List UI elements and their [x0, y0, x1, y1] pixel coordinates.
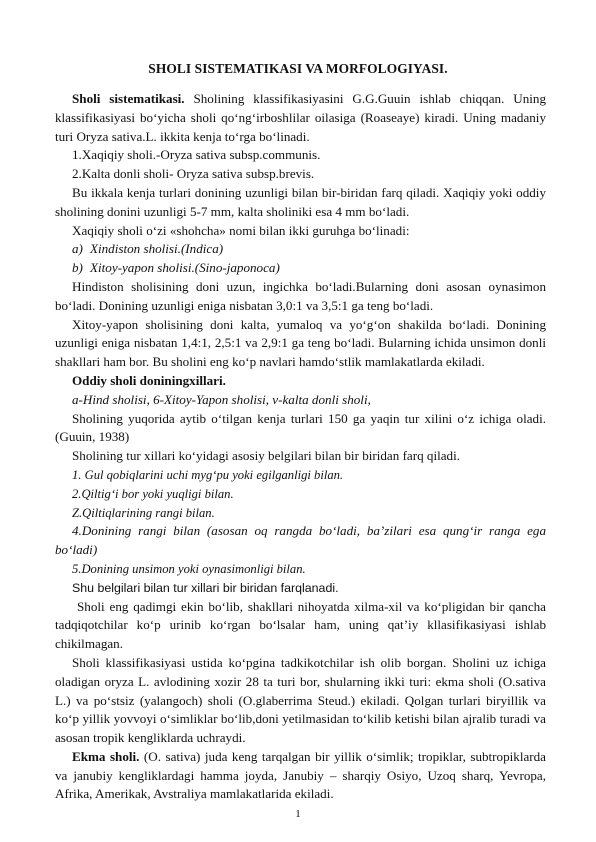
list-text: Xitoy-yapon sholisi.(Sino-japonoca) [90, 260, 280, 276]
section-lead: Ekma sholi. [72, 748, 140, 764]
paragraph-indian-rice: Hindiston sholisining doni uzun, ingichka bo‘ladi.Bularning doni asosan oynasimon bo‘ladi. Donining uzunligi eniga nisbatan 3,0:1 va 3,5:1 ga teng bo‘ladi. [55, 278, 546, 313]
section-lead: Sholi sistematikasi. [72, 91, 185, 106]
feature-item-3: Z.Qiltiqlarining rangi bilan. [72, 505, 215, 520]
paragraph-systematics [55, 90, 546, 146]
document-body [55, 90, 546, 804]
paragraph-text: (O. sativa) juda keng tarqalgan bir yillik o‘simlik; tropiklar, subtropiklarda va janubiy kengliklardagi hamma joyda, Janubiy – sharqiy Osiyo, Uzoq sharq, Yevropa, Afrika, Amerikak, Avstraliya mamlakatlarida ekiladi. [55, 748, 546, 802]
paragraph-subspecies-1: 1.Xaqiqiy sholi.-Oryza sativa subsp.communis. [72, 147, 321, 163]
list-marker: a) [72, 241, 83, 257]
paragraph-oryza-genus: Sholi klassifikasiyasi ustida ko‘pgina tadkikotchilar ish olib borgan. Sholini uz ichiga oladigan oryza L. avlodining xozir 28 ta turi bor, shularning ikki turi: ekma sholi (O.sativa L.) va po‘stsiz (yalangoch) sholi (O.glaberrima Steud.) ekiladi. Qolgan turlari biryillik va ko‘p yillik yovvoyi o‘simliklar bo‘lib,doni yetilmasidan to‘kilib ketishi bilan ajralib turadi va asosan tropik kengliklarda uchraydi. [55, 654, 546, 746]
list-text: Xindiston sholisi.(Indica) [90, 241, 224, 257]
section-heading: Oddiy sholi doniningxillari. [72, 372, 226, 388]
feature-item-5: 5.Donining unsimon yoki oynasimonligi bilan. [72, 561, 306, 576]
paragraph-cultivated-rice [55, 748, 546, 804]
feature-item-4: 4.Donining rangi bilan (asosan oq rangda bo‘ladi, ba’zilari esa qung‘ir ranga ega bo‘ladi) [55, 523, 546, 558]
page-title: SHOLI SISTEMATIKASI VA MORFOLOGIYASI. [148, 61, 448, 76]
paragraph-distinguished: Shu belgilari bilan tur xillari bir biridan farqlanadi. [72, 580, 339, 595]
feature-item-1: 1. Gul qobiqlarini uchi myg‘pu yoki egilganligi bilan. [72, 467, 344, 482]
list-marker: b) [72, 260, 83, 276]
paragraph-chinese-japanese-rice: Xitoy-yapon sholisining doni kalta, yumaloq va yo‘g‘on shakilda bo‘ladi. Donining uzunligi eniga nisbatan 1,4:1, 2,5:1 va 2,9:1 ga teng bo‘ladi. Bularning ichida unsimon donli shakllari ham bor. Bu sholini eng ko‘p navlari hamdo‘stlik mamlakatlarda ekiladi. [55, 316, 546, 370]
page-number: 1 [295, 808, 301, 820]
list-item-a [55, 240, 546, 259]
feature-item-2: 2.Qiltig‘i bor yoki yuqligi bilan. [72, 486, 234, 501]
figure-caption: a-Hind sholisi, 6-Xitoy-Yapon sholisi, v-kalta donli sholi, [72, 391, 371, 407]
paragraph-varieties: Sholining yuqorida aytib o‘tilgan kenja turlari 150 ga yaqin tur xilini o‘z ichiga oladi. (Guuin, 1938) [55, 410, 546, 445]
paragraph-text: Sholining klassifikasiyasini G.G.Guuin ishlab chiqqan. Uning klassifikasiyasi bo‘yicha sholi qo‘ng‘irboshlilar oilasiga (Roaseaye) kiradi. Uning madaniy turi Oryza sativa.L. ikkita kenja to‘rga bo‘linadi. [55, 91, 546, 144]
paragraph-ancient-crop: Sholi eng qadimgi ekin bo‘lib, shakllari nihoyatda xilma-xil va ko‘pligidan bir qancha tadqiqotchilar ko‘p urinib ko‘rgan bo‘lsalar ham, uning qat’iy kllasifikasiyasi ishlab chikilmagan. [55, 598, 546, 652]
list-item-b [55, 259, 546, 278]
paragraph-grain-length: Bu ikkala kenja turlari donining uzunligi bilan bir-biridan farq qiladi. Xaqiqiy yoki oddiy sholining donini uzunligi 5-7 mm, kalta sholiniki esa 4 mm bo‘ladi. [55, 184, 546, 219]
paragraph-groups-intro: Xaqiqiy sholi o‘zi «shohcha» nomi bilan ikki guruhga bo‘linadi: [72, 222, 410, 238]
paragraph-features-intro: Sholining tur xillari ko‘yidagi asosiy belgilari bilan bir biridan farq qiladi. [72, 448, 461, 464]
paragraph-subspecies-2: 2.Kalta donli sholi- Oryza sativa subsp.brevis. [72, 166, 315, 182]
